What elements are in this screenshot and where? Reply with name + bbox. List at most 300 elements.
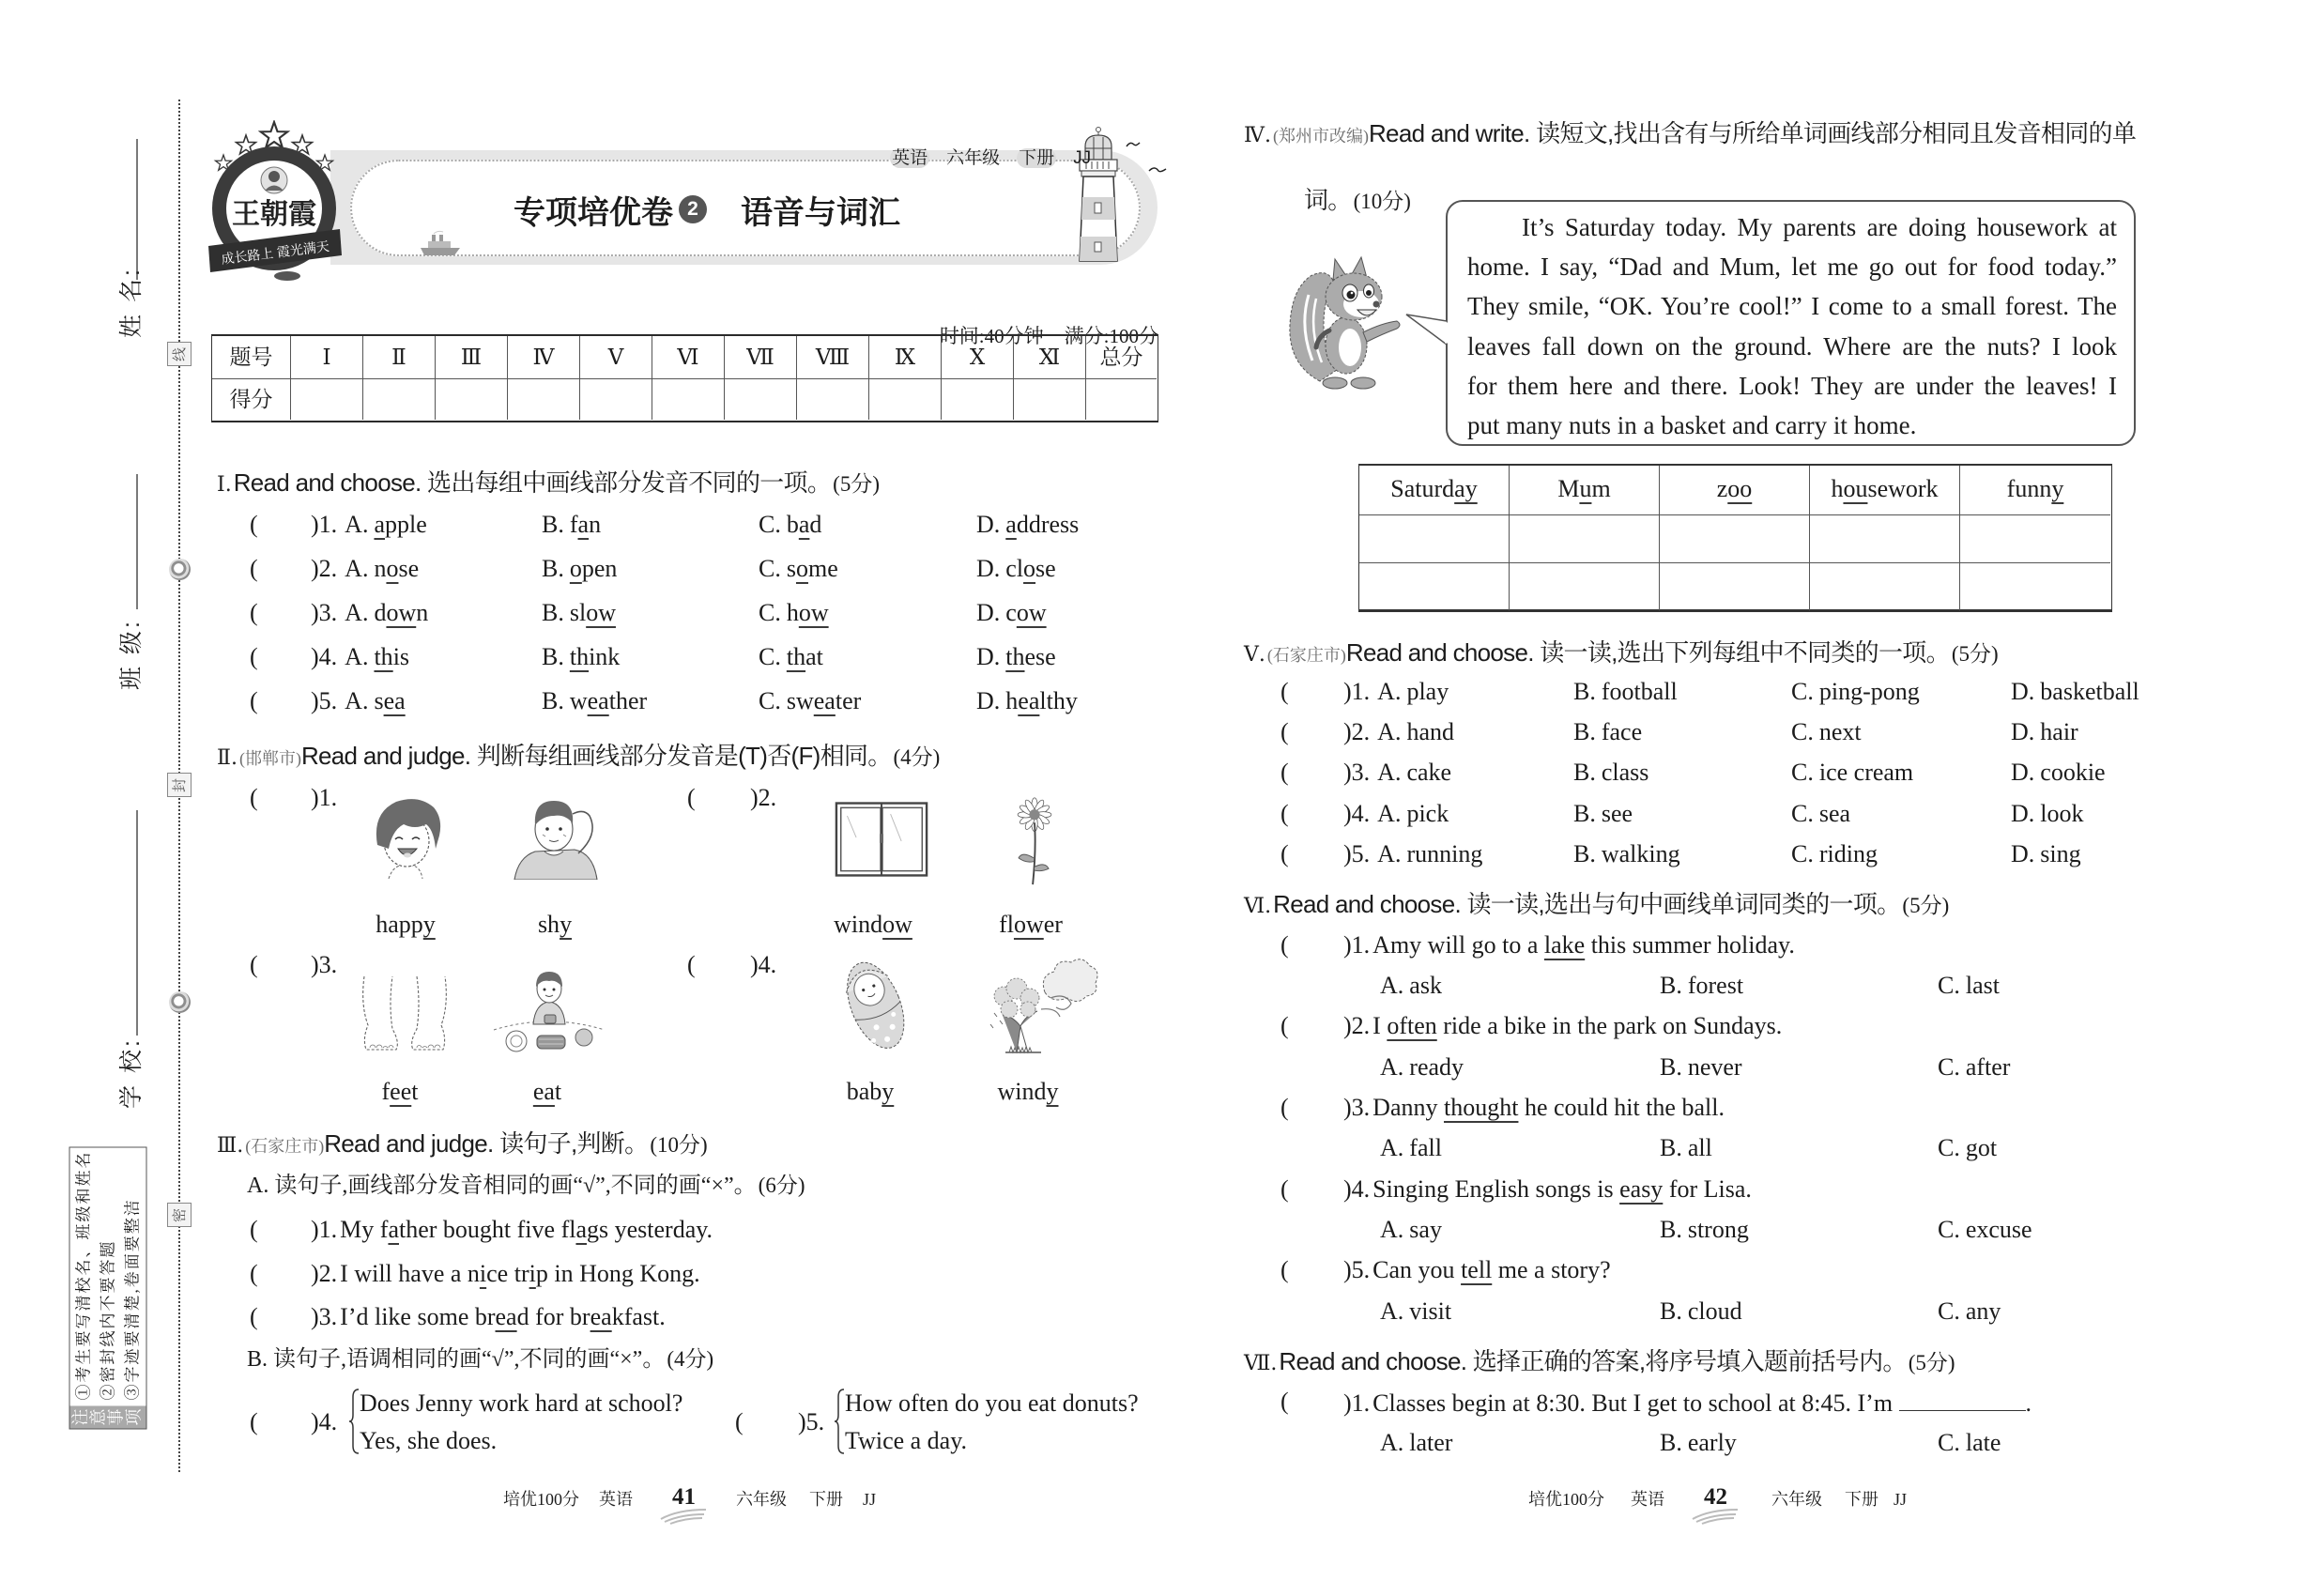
seal-emblem-icon	[169, 991, 191, 1013]
word-letters: pen	[581, 555, 618, 582]
answer-bracket-close: )	[750, 784, 759, 811]
answer-bracket[interactable]: (	[250, 951, 258, 978]
answer-bracket-close: )	[311, 687, 319, 714]
section-instruction: Read and choose. 读一读,选出下列每组中不同类的一项。	[1345, 638, 1950, 667]
ship-icon-part	[432, 235, 436, 241]
ship-icon-part	[421, 248, 460, 255]
option-word: cake	[1406, 759, 1452, 786]
underlined-letters: th	[374, 643, 393, 670]
option-word: later	[1409, 1429, 1453, 1456]
name-write-line[interactable]	[136, 139, 138, 280]
seal-mark-mi	[167, 1203, 192, 1227]
picture-word	[834, 912, 912, 938]
question-number: 4.	[1351, 1175, 1371, 1203]
answer-bracket-close: )	[750, 951, 759, 978]
option-word: look	[2040, 800, 2084, 827]
section-number: Ⅱ.	[217, 746, 238, 770]
word-letters: s	[786, 555, 796, 582]
underlined-word: thought	[1444, 1094, 1519, 1121]
underlined-letters: a	[1005, 511, 1017, 538]
word-letters: wind	[834, 911, 883, 938]
answer-blank[interactable]	[1899, 1389, 2026, 1411]
sentence-text: ride a bike in the park on Sundays.	[1436, 1012, 1783, 1039]
question-number: 3.	[1351, 759, 1371, 786]
option-word	[374, 511, 426, 538]
footer-grade: 六年级	[1771, 1490, 1822, 1509]
option-b	[542, 688, 647, 714]
word-letters: ddress	[1016, 511, 1080, 538]
answer-bracket[interactable]: (	[1280, 931, 1289, 959]
answer-bracket-close: )	[1343, 759, 1352, 786]
part-b-text: B. 读句子,语调相同的画“√”,不同的画“×”。	[247, 1347, 666, 1372]
sentence	[340, 1303, 666, 1330]
question-stem	[1343, 1389, 2032, 1417]
option-label: A.	[1377, 840, 1402, 867]
answer-cell[interactable]	[1660, 514, 1810, 562]
ship-icon-part	[428, 241, 451, 248]
answer-bracket[interactable]: (	[687, 951, 696, 978]
option-label: B.	[542, 511, 564, 538]
answer-cell[interactable]	[1510, 514, 1660, 562]
question-number: 3.	[318, 951, 338, 978]
section-instruction: Read and judge. 判断每组画线部分发音是(T)否(F)相同。	[300, 742, 892, 770]
section-source: (石家庄市)	[245, 1137, 325, 1156]
underlined-letters: ow	[386, 599, 417, 626]
answer-bracket[interactable]: (	[1280, 718, 1289, 745]
option-label: C.	[759, 555, 781, 582]
happy-boy-image	[364, 794, 445, 879]
shy-boy-image-part	[559, 827, 562, 831]
question-stem	[311, 785, 337, 811]
answer-bracket[interactable]: (	[250, 784, 258, 811]
option-a	[1377, 718, 1454, 745]
answer-cell[interactable]	[1660, 562, 1810, 610]
school-write-line[interactable]	[136, 810, 138, 1036]
squirrel-image-part	[1339, 329, 1361, 366]
section-points: (5分)	[1902, 894, 1950, 917]
option-a	[1377, 678, 1449, 705]
option-label: B.	[1660, 1216, 1682, 1243]
answer-bracket[interactable]: (	[250, 511, 258, 538]
option-a	[345, 643, 409, 670]
option-label: B.	[1660, 1053, 1682, 1081]
option-label: D.	[2011, 718, 2035, 745]
option-word	[1005, 555, 1055, 582]
section-7-heading	[1244, 1347, 1955, 1375]
score-header-cell: Ⅵ	[652, 336, 725, 378]
word-letters: bab	[846, 1078, 882, 1105]
underlined-letters: y	[422, 911, 436, 938]
option-label: A.	[345, 555, 369, 582]
underlined-letters: ea	[532, 1078, 555, 1105]
window-image-part	[880, 834, 883, 843]
footer-swoosh-icon-part	[661, 1510, 706, 1524]
brace-container	[834, 1388, 845, 1460]
option-word: ping-pong	[1818, 678, 1920, 705]
happy-boy-image-part	[404, 853, 411, 858]
option-b	[1573, 760, 1648, 786]
squirrel-image-part	[1373, 301, 1380, 308]
underlined-word: a	[575, 1216, 587, 1243]
part-b-points: (4分)	[667, 1347, 714, 1371]
score-header-cell: Ⅳ	[508, 336, 580, 378]
option-label: D.	[2011, 840, 2035, 867]
score-cell[interactable]	[1086, 378, 1157, 420]
shy-boy-image	[507, 793, 608, 880]
option-word: cloud	[1687, 1297, 1742, 1325]
option-label: A.	[345, 511, 369, 538]
windy-tree-image-part	[1020, 1002, 1035, 1017]
option-b	[1660, 1135, 1712, 1161]
picture-word	[533, 1079, 561, 1105]
word-letters: ther	[608, 687, 648, 714]
score-cell[interactable]	[725, 378, 797, 420]
section-number: Ⅶ.	[1244, 1352, 1278, 1375]
score-cell[interactable]	[363, 378, 436, 420]
question-number: 5.	[1351, 840, 1371, 867]
word-letters: s	[374, 687, 384, 714]
question-stem	[311, 1261, 700, 1287]
word-letters: ese	[1024, 643, 1056, 670]
passage-line: It’s Saturday today. My parents are doing housework at	[1522, 213, 2117, 241]
option-word: ice cream	[1818, 759, 1914, 786]
sentence-text: I	[1372, 1012, 1388, 1039]
underlined-letters: th	[1005, 643, 1025, 670]
ship-icon	[419, 229, 462, 257]
word-letters: sw	[786, 687, 814, 714]
brace-icon	[834, 1388, 845, 1455]
meta-edition: JJ	[1073, 148, 1092, 168]
underlined-letters: y	[560, 911, 573, 938]
answer-bracket[interactable]: (	[687, 784, 696, 811]
seal-emblem-icon	[169, 559, 191, 580]
question-number: 4.	[318, 643, 338, 670]
answer-bracket[interactable]: (	[250, 1303, 258, 1330]
score-cell[interactable]	[942, 378, 1014, 420]
picture-word	[376, 912, 436, 938]
word-letters: f	[569, 511, 578, 538]
underlined-letters: ee	[390, 1078, 412, 1105]
underlined-letters: y	[1046, 1078, 1059, 1105]
underlined-letters: o	[569, 555, 582, 582]
section-instruction: Read and choose. 选择正确的答案,将序号填入题前括号内。	[1279, 1347, 1907, 1375]
option-label: B.	[1573, 678, 1596, 705]
word-letters: cl	[1005, 555, 1024, 582]
brace-icon	[348, 1388, 360, 1455]
option-word: hair	[2040, 718, 2078, 745]
sentence-text: Singing English songs is	[1372, 1175, 1620, 1203]
sentence	[1372, 1012, 1782, 1039]
option-label: C.	[1791, 759, 1814, 786]
notice-item: ③字迹要清楚,卷面要整洁	[123, 1198, 142, 1401]
answer-bracket[interactable]: (	[250, 599, 258, 626]
option-word: class	[1601, 759, 1649, 786]
score-header-cell: Ⅲ	[436, 336, 508, 378]
section-1-heading	[217, 468, 880, 497]
notice-box	[69, 1147, 147, 1430]
underlined-letters: ea	[1018, 687, 1040, 714]
answer-bracket[interactable]: (	[1280, 678, 1289, 705]
option-c	[1791, 760, 1913, 786]
option-label: B.	[1573, 800, 1596, 827]
option-c	[759, 556, 838, 582]
question-number: 2.	[758, 784, 777, 811]
question-number: 4.	[1351, 800, 1371, 827]
answer-bracket-close: )	[1343, 1175, 1352, 1203]
option-word	[570, 643, 620, 670]
table-header-cell	[1810, 466, 1960, 514]
ship-icon-part	[439, 235, 443, 241]
option-word: late	[1965, 1429, 2001, 1456]
option-d	[976, 556, 1056, 582]
answer-bracket[interactable]: (	[1280, 1012, 1289, 1039]
question-stem	[750, 952, 776, 978]
notice-title: 注意事项	[70, 1406, 146, 1429]
word-letters: n	[416, 599, 429, 626]
answer-bracket[interactable]: (	[735, 1408, 744, 1435]
sentence-text: Classes begin at 8:30. But I get to school at 8:45. I’m	[1372, 1389, 1899, 1417]
answer-bracket[interactable]: (	[250, 555, 258, 582]
question-stem	[311, 644, 409, 670]
paper-title	[514, 191, 900, 231]
option-c	[1938, 1135, 1997, 1161]
logo-name: 王朝霞	[232, 199, 316, 230]
answer-bracket[interactable]: (	[250, 1216, 258, 1243]
answer-bracket[interactable]: (	[1280, 800, 1289, 827]
sentence	[340, 1216, 713, 1243]
windy-tree-image-part	[1009, 1047, 1032, 1052]
option-label: C.	[1791, 678, 1814, 705]
answer-bracket[interactable]: (	[1280, 759, 1289, 786]
underlined-letters: a	[577, 511, 590, 538]
score-header-cell: Ⅺ	[1014, 336, 1086, 378]
word-letters: h	[786, 599, 799, 626]
option-word	[374, 599, 428, 626]
section-points: (4分)	[893, 745, 941, 769]
score-cell[interactable]	[291, 378, 363, 420]
part-a-text: A. 读句子,画线部分发音相同的画“√”,不同的画“×”。	[247, 1174, 757, 1198]
answer-cell[interactable]	[1359, 562, 1510, 610]
passage-line: leaves fall down on the ground. Where are the nuts? I look	[1467, 331, 2117, 361]
section-number: Ⅴ.	[1244, 643, 1265, 667]
question-stem	[311, 556, 419, 582]
word-letters: wind	[997, 1078, 1047, 1105]
option-c	[759, 688, 861, 714]
class-write-line[interactable]	[136, 474, 138, 609]
section-3-heading	[217, 1129, 708, 1158]
answer-bracket-close: )	[311, 555, 319, 582]
score-cell[interactable]	[652, 378, 725, 420]
option-label: A.	[1377, 718, 1402, 745]
option-label: D.	[976, 599, 1001, 626]
option-label: A.	[1380, 972, 1404, 999]
word-letters: d	[809, 511, 822, 538]
option-label: A.	[1377, 800, 1402, 827]
score-cell[interactable]	[508, 378, 580, 420]
question-stem	[798, 1409, 824, 1435]
option-word	[570, 555, 618, 582]
answer-bracket[interactable]: (	[1280, 1175, 1289, 1203]
part-b-instruction	[247, 1346, 713, 1373]
option-b	[542, 600, 616, 626]
word-letters: n	[589, 511, 602, 538]
section-number: Ⅳ.	[1244, 124, 1271, 147]
picture-word	[382, 1079, 419, 1105]
option-a	[1377, 840, 1482, 867]
option-word: basketball	[2040, 678, 2139, 705]
answer-cell[interactable]	[1960, 562, 2110, 610]
option-word	[1005, 511, 1079, 538]
picture-word	[538, 912, 572, 938]
notice-item: ②密封线内不要答题	[99, 1239, 117, 1401]
question-stem	[311, 600, 428, 626]
answer-bracket-close: )	[311, 784, 319, 811]
sentence-text: me a story?	[1492, 1256, 1611, 1283]
sentence-text: Danny	[1372, 1094, 1444, 1121]
sentence-text: ther bought five fl	[399, 1216, 576, 1243]
score-header-cell: Ⅴ	[580, 336, 652, 378]
question-number: 1.	[318, 784, 338, 811]
brand-logo-part	[261, 122, 288, 147]
question-stem	[1343, 679, 1449, 705]
question-number: 2.	[1351, 1012, 1371, 1039]
score-cell[interactable]	[797, 378, 869, 420]
word-letters: ter	[835, 687, 862, 714]
question-number: 4.	[318, 1408, 338, 1435]
option-word	[787, 643, 823, 670]
shy-boy-image-part	[545, 827, 549, 831]
section-instruction-cont: 词。	[1304, 186, 1352, 214]
question-number: 3.	[1351, 1094, 1371, 1121]
option-c	[1938, 1430, 2001, 1456]
option-label: C.	[1938, 1297, 1960, 1325]
seagull-icon-part	[1149, 168, 1166, 172]
word-letters: me	[807, 555, 838, 582]
score-cell[interactable]	[869, 378, 942, 420]
answer-cell[interactable]	[1810, 514, 1960, 562]
sentence	[1372, 1256, 1610, 1283]
option-d	[976, 688, 1078, 714]
answer-bracket[interactable]: (	[1280, 840, 1289, 867]
word-letters: Saturd	[1390, 475, 1455, 502]
answer-bracket-close: )	[1343, 840, 1352, 867]
underlined-letters: o	[795, 555, 808, 582]
underlined-word: i	[479, 1260, 487, 1287]
answer-bracket-close: )	[1343, 931, 1352, 959]
brand-logo-part	[268, 171, 280, 182]
answer-bracket[interactable]: (	[1280, 1256, 1289, 1283]
squirrel-image	[1284, 252, 1404, 392]
option-word: say	[1409, 1216, 1442, 1243]
squirrel-image-part	[1323, 377, 1347, 389]
option-label: B.	[1660, 1134, 1682, 1161]
speech-bubble-pointer-part	[1406, 315, 1447, 345]
dialogue-line: Twice a day.	[845, 1427, 968, 1454]
answer-bracket[interactable]: (	[250, 1260, 258, 1287]
option-label: C.	[1791, 718, 1814, 745]
option-word: fall	[1409, 1134, 1442, 1161]
score-cell[interactable]	[580, 378, 652, 420]
shy-boy-image-part	[573, 811, 592, 853]
underlined-letters: o	[1023, 555, 1036, 582]
word-letters: sh	[537, 911, 560, 938]
option-label: C.	[1938, 972, 1960, 999]
sentence	[340, 1260, 699, 1287]
question-stem	[311, 952, 337, 978]
sentence-text: I’d like some br	[340, 1303, 496, 1330]
sentence	[1372, 1175, 1752, 1203]
baby-image-part	[836, 955, 915, 1052]
section-points: (5分)	[1951, 642, 1999, 666]
underlined-letters: y	[882, 1078, 895, 1105]
option-label: B.	[1573, 718, 1596, 745]
meta-subject: 英语	[892, 148, 928, 168]
name-label: 姓 名:	[118, 267, 145, 338]
squirrel-image-part	[1347, 291, 1356, 299]
boy-eating-image-part	[544, 1015, 556, 1023]
option-word: cookie	[2040, 759, 2106, 786]
option-c	[1791, 679, 1920, 705]
answer-bracket-close: )	[311, 1216, 319, 1243]
answer-cell[interactable]	[1810, 562, 1960, 610]
word-letters: pple	[385, 511, 427, 538]
word-letters: h	[1831, 475, 1844, 502]
answer-cell[interactable]	[1960, 514, 2110, 562]
score-cell[interactable]	[1014, 378, 1086, 420]
answer-bracket-close: )	[311, 511, 319, 538]
answer-bracket[interactable]: (	[250, 643, 258, 670]
answer-bracket[interactable]: (	[250, 687, 258, 714]
option-c	[1938, 973, 2000, 999]
option-label: C.	[759, 599, 781, 626]
underlined-word: easy	[1619, 1175, 1664, 1203]
option-d	[976, 644, 1056, 670]
brace-icon-part	[835, 1389, 844, 1453]
option-d	[2011, 679, 2139, 705]
score-cell[interactable]	[436, 378, 508, 420]
boy-eating-image-part	[544, 989, 546, 991]
sentence-text: .	[2025, 1389, 2032, 1417]
option-b	[1660, 1054, 1742, 1081]
word-letters: c	[1005, 599, 1017, 626]
question-stem	[750, 785, 776, 811]
flower-image-part	[1019, 854, 1034, 862]
answer-cell[interactable]	[1359, 514, 1510, 562]
section-points: (10分)	[650, 1133, 708, 1157]
option-word	[570, 599, 616, 626]
answer-bracket-close: )	[1343, 800, 1352, 827]
option-word	[1005, 687, 1078, 714]
option-b	[542, 512, 601, 538]
option-label: B.	[1660, 1429, 1682, 1456]
question-stem	[311, 1409, 337, 1435]
option-b	[1660, 1217, 1749, 1243]
word-letters: funn	[2006, 475, 2052, 502]
option-c	[759, 644, 823, 670]
sentence	[1372, 1094, 1725, 1121]
answer-bracket[interactable]: (	[1280, 1388, 1289, 1415]
word-letters: sl	[569, 599, 587, 626]
answer-cell[interactable]	[1510, 562, 1660, 610]
answer-bracket[interactable]: (	[250, 1408, 258, 1435]
underlined-letters: th	[569, 643, 590, 670]
feet-image-part	[363, 976, 398, 1050]
question-number: 5.	[1351, 1256, 1371, 1283]
squirrel-image-part	[1351, 377, 1375, 389]
option-word: excuse	[1965, 1216, 2032, 1243]
answer-bracket[interactable]: (	[1280, 1094, 1289, 1121]
option-word: riding	[1818, 840, 1878, 867]
